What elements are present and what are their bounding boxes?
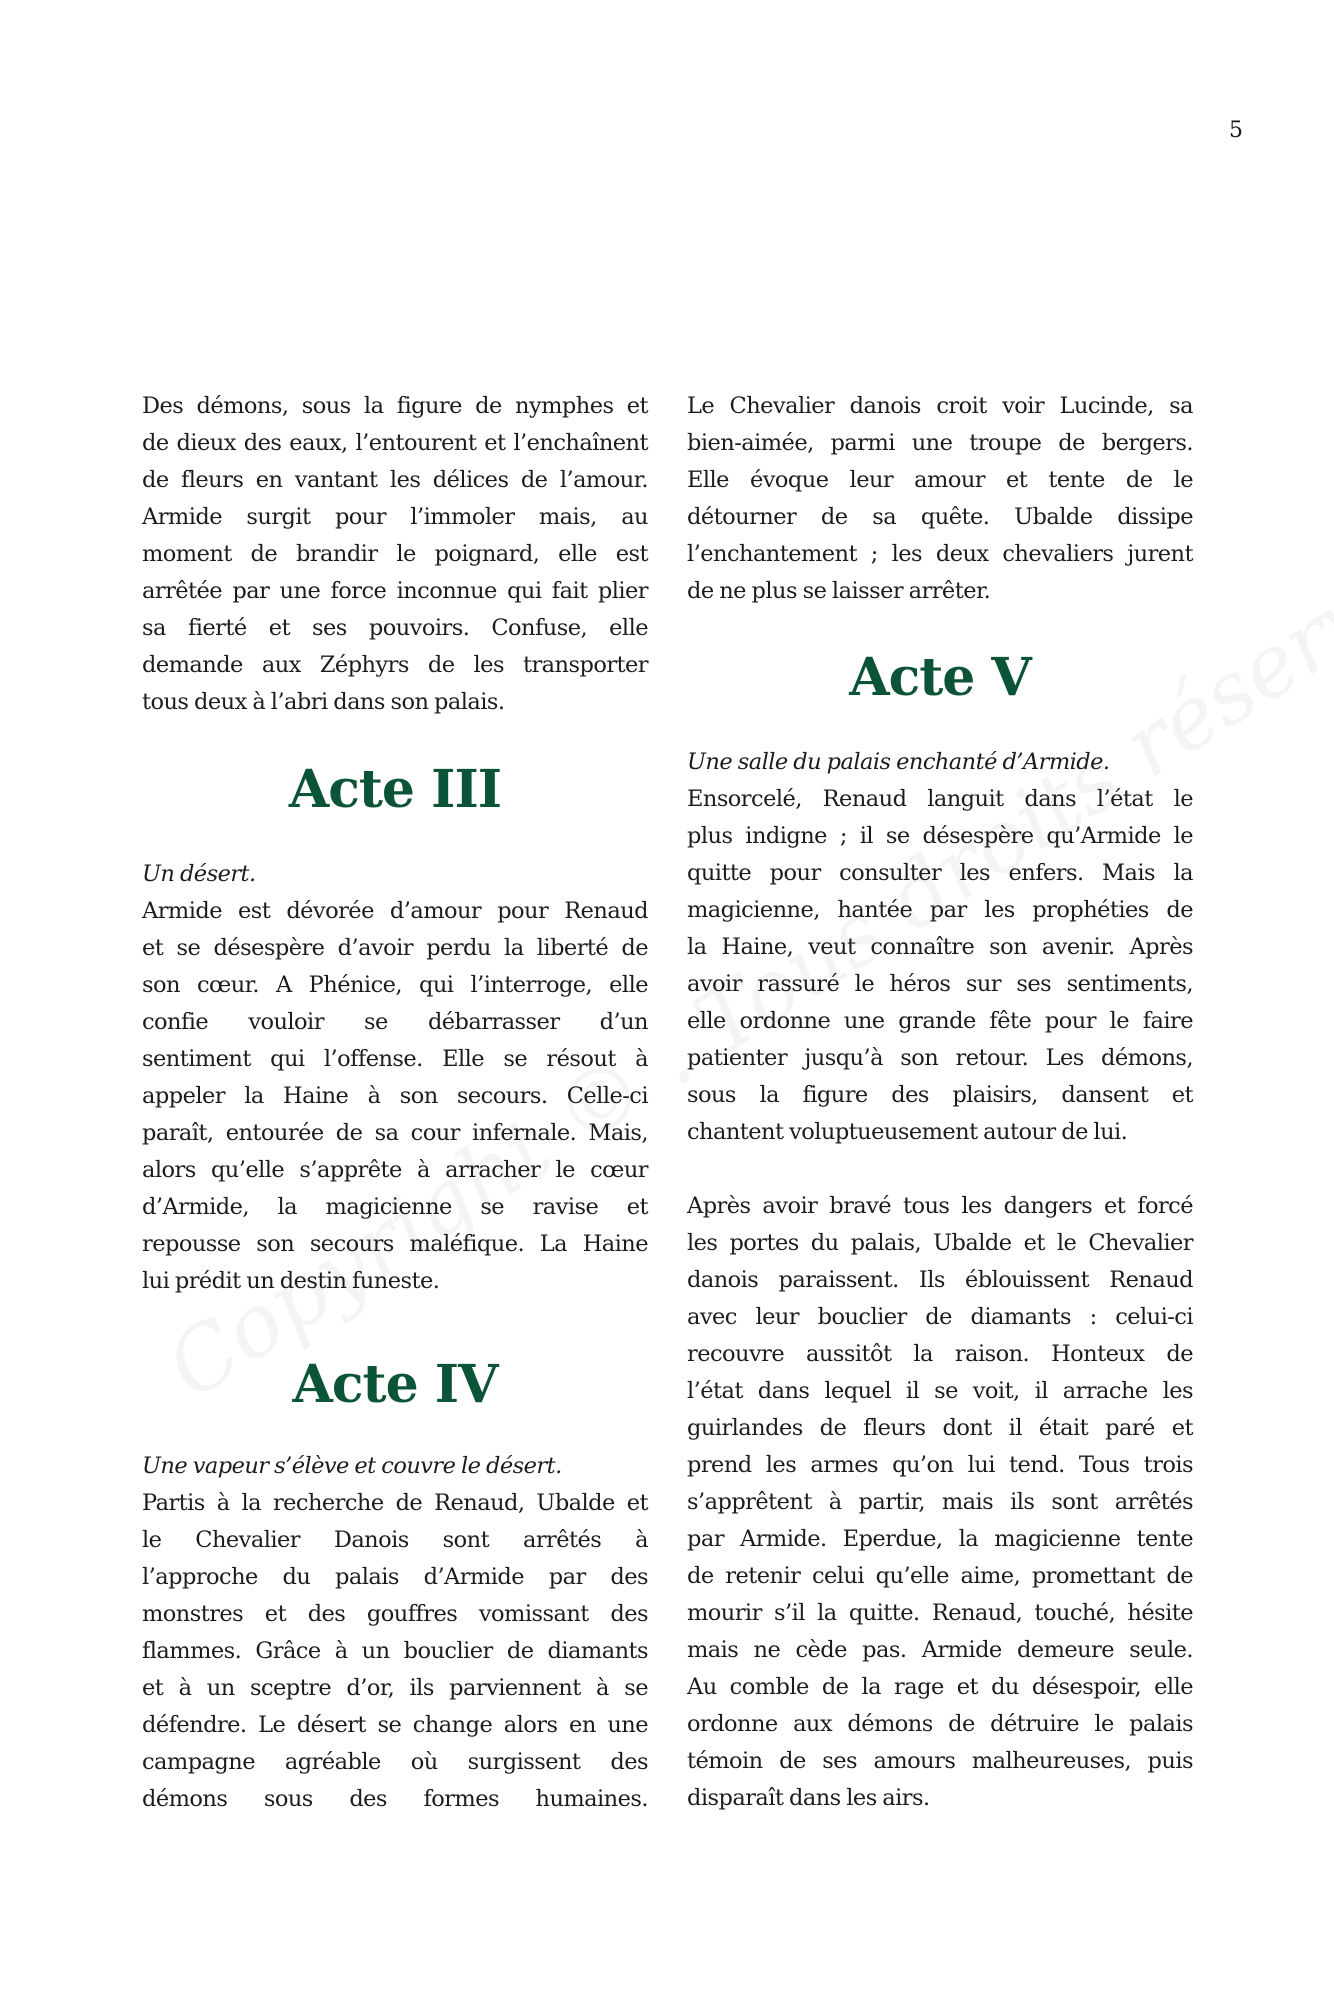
- text-line: détourner de sa quête. Ubalde dissipe: [687, 504, 1193, 530]
- text-line: tous deux à l’abri dans son palais.: [142, 689, 505, 715]
- text-line: d’Armide, la magicienne se ravise et: [142, 1194, 648, 1220]
- acte-iii-paragraph: [142, 893, 648, 1300]
- acte-iv-continuation-paragraph: [687, 388, 1193, 610]
- text-line: mourir s’il la quitte. Renaud, touché, hésite: [687, 1600, 1193, 1626]
- text-line: quitte pour consulter les enfers. Mais la: [687, 860, 1193, 886]
- text-line: l’approche du palais d’Armide par des: [142, 1564, 648, 1590]
- text-line: par Armide. Eperdue, la magicienne tente: [687, 1526, 1193, 1552]
- text-line: avoir rassuré le héros sur ses sentiments,: [687, 971, 1193, 997]
- text-line: patienter jusqu’à son retour. Les démons,: [687, 1045, 1193, 1071]
- acte-iv-setting: [142, 1448, 648, 1485]
- text-line: Le Chevalier danois croit voir Lucinde, sa: [687, 393, 1193, 419]
- text-line: de fleurs en vantant les délices de l’amour.: [142, 467, 648, 493]
- intro-paragraph: [142, 388, 648, 721]
- text-line: de retenir celui qu’elle aime, promettant de: [687, 1563, 1193, 1589]
- acte-iv-heading: Acte IV: [292, 1354, 498, 1415]
- text-line: défendre. Le désert se change alors en une: [142, 1712, 648, 1738]
- text-line: Partis à la recherche de Renaud, Ubalde et: [142, 1490, 648, 1516]
- page-number: 5: [1229, 118, 1243, 143]
- text-line: repousse son secours maléfique. La Haine: [142, 1231, 648, 1257]
- text-line: danois paraissent. Ils éblouissent Renaud: [687, 1267, 1193, 1293]
- acte-iv-paragraph: [142, 1485, 648, 1818]
- text-line: Elle évoque leur amour et tente de le: [687, 467, 1193, 493]
- acte-iii-heading: Acte III: [288, 759, 502, 820]
- text-line: témoin de ses amours malheureuses, puis: [687, 1748, 1193, 1774]
- text-line: magicienne, hantée par les prophéties de: [687, 897, 1193, 923]
- acte-iii-setting: [142, 856, 648, 893]
- text-line: sous la figure des plaisirs, dansent et: [687, 1082, 1193, 1108]
- setting-text: Une salle du palais enchanté d’Armide.: [687, 749, 1110, 775]
- text-line: ordonne aux démons de détruire le palais: [687, 1711, 1193, 1737]
- text-line: demande aux Zéphyrs de les transporter: [142, 652, 648, 678]
- setting-text: Un désert.: [142, 861, 256, 887]
- text-line: alors qu’elle s’apprête à arracher le cœur: [142, 1157, 648, 1183]
- text-line: Ensorcelé, Renaud languit dans l’état le: [687, 786, 1193, 812]
- text-line: paraît, entourée de sa cour infernale. Mais,: [142, 1120, 648, 1146]
- text-line: plus indigne ; il se désespère qu’Armide le: [687, 823, 1193, 849]
- text-line: elle ordonne une grande fête pour le faire: [687, 1008, 1193, 1034]
- text-line: guirlandes de fleurs dont il était paré et: [687, 1415, 1193, 1441]
- text-line: et se désespère d’avoir perdu la liberté de: [142, 935, 648, 961]
- text-line: avec leur bouclier de diamants : celui-ci: [687, 1304, 1193, 1330]
- text-line: recouvre aussitôt la raison. Honteux de: [687, 1341, 1193, 1367]
- acte-v-paragraph-2: [687, 1188, 1193, 1817]
- text-line: l’état dans lequel il se voit, il arrache les: [687, 1378, 1193, 1404]
- text-line: Armide surgit pour l’immoler mais, au: [142, 504, 648, 530]
- text-line: de dieux des eaux, l’entourent et l’enchaînent: [142, 430, 648, 456]
- setting-text: Une vapeur s’élève et couvre le désert.: [142, 1453, 562, 1479]
- text-line: appeler la Haine à son secours. Celle-ci: [142, 1083, 648, 1109]
- text-line: s’apprêtent à partir, mais ils sont arrêtés: [687, 1489, 1193, 1515]
- text-line: arrêtée par une force inconnue qui fait plier: [142, 578, 648, 604]
- text-line: flammes. Grâce à un bouclier de diamants: [142, 1638, 648, 1664]
- acte-v-setting: [687, 744, 1193, 781]
- text-line: Après avoir bravé tous les dangers et forcé: [687, 1193, 1193, 1219]
- text-line: sa fierté et ses pouvoirs. Confuse, elle: [142, 615, 648, 641]
- text-line: démons sous des formes humaines.: [142, 1786, 648, 1812]
- text-line: prend les armes qu’on lui tend. Tous trois: [687, 1452, 1193, 1478]
- text-line: la Haine, veut connaître son avenir. Après: [687, 934, 1193, 960]
- text-line: lui prédit un destin funeste.: [142, 1268, 440, 1294]
- text-line: chantent voluptueusement autour de lui.: [687, 1119, 1128, 1145]
- text-line: mais ne cède pas. Armide demeure seule.: [687, 1637, 1193, 1663]
- acte-v-heading: Acte V: [849, 647, 1031, 708]
- text-line: campagne agréable où surgissent des: [142, 1749, 648, 1775]
- text-line: moment de brandir le poignard, elle est: [142, 541, 648, 567]
- text-line: bien-aimée, parmi une troupe de bergers.: [687, 430, 1193, 456]
- acte-v-paragraph-1: [687, 781, 1193, 1151]
- text-line: confie vouloir se débarrasser d’un: [142, 1009, 648, 1035]
- text-line: l’enchantement ; les deux chevaliers jurent: [687, 541, 1193, 567]
- text-line: Armide est dévorée d’amour pour Renaud: [142, 898, 648, 924]
- text-line: et à un sceptre d’or, ils parviennent à se: [142, 1675, 648, 1701]
- text-line: sentiment qui l’offense. Elle se résout à: [142, 1046, 648, 1072]
- text-line: le Chevalier Danois sont arrêtés à: [142, 1527, 648, 1553]
- text-line: son cœur. A Phénice, qui l’interroge, elle: [142, 972, 648, 998]
- text-line: de ne plus se laisser arrêter.: [687, 578, 991, 604]
- text-line: les portes du palais, Ubalde et le Chevalier: [687, 1230, 1193, 1256]
- text-line: monstres et des gouffres vomissant des: [142, 1601, 648, 1627]
- text-line: Au comble de la rage et du désespoir, elle: [687, 1674, 1193, 1700]
- text-line: Des démons, sous la figure de nymphes et: [142, 393, 648, 419]
- text-line: disparaît dans les airs.: [687, 1785, 930, 1811]
